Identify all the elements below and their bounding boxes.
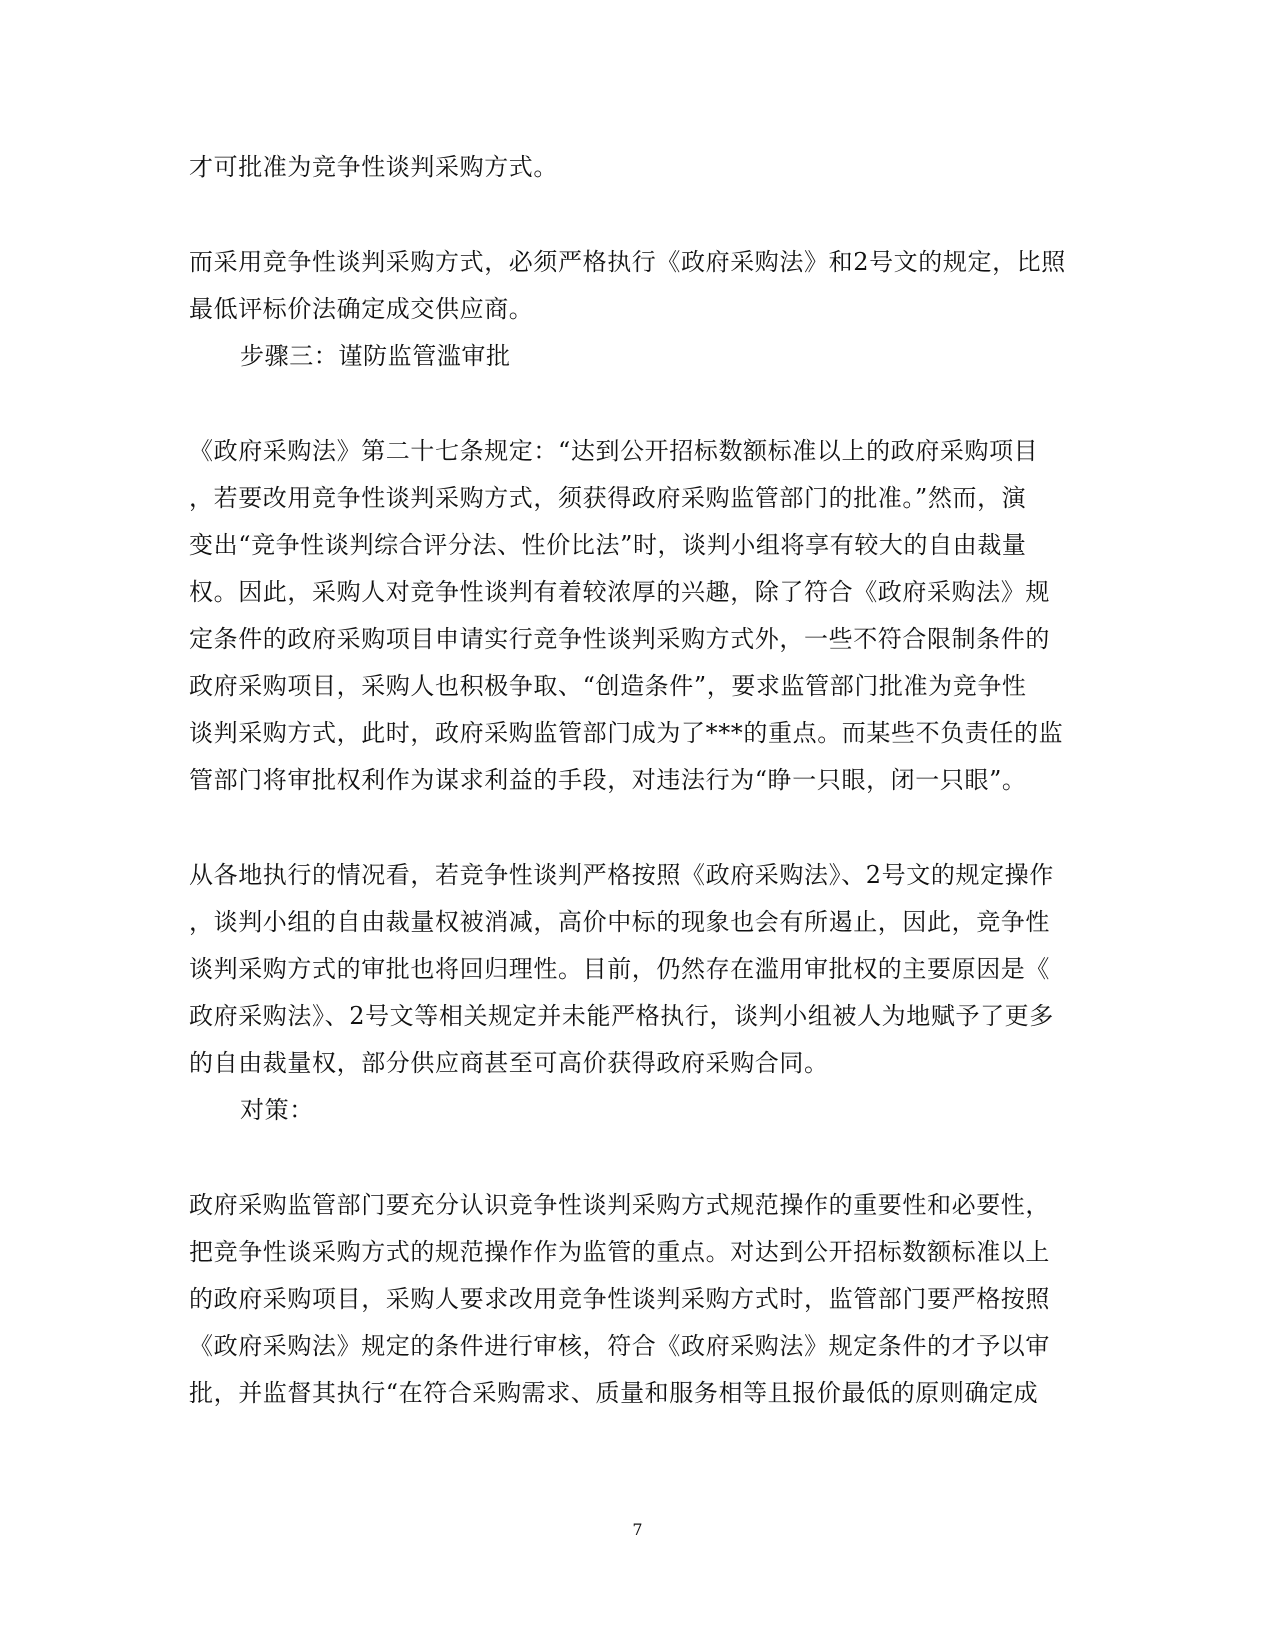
- text-line: 定条件的政府采购项目申请实行竞争性谈判采购方式外，一些不符合限制条件的: [189, 625, 1050, 653]
- text-line: 管部门将审批权利作为谋求利益的手段，对违法行为“睁一只眼，闭一只眼”。: [189, 766, 1027, 794]
- text-line: 谈判采购方式，此时，政府采购监管部门成为了***的重点。而某些不负责任的监: [189, 719, 1064, 747]
- text-line: 权。因此，采购人对竞争性谈判有着较浓厚的兴趣，除了符合《政府采购法》规: [189, 578, 1050, 606]
- text-line: 批，并监督其执行“在符合采购需求、质量和服务相等且报价最低的原则确定成: [189, 1379, 1039, 1407]
- text-line: 最低评标价法确定成交供应商。: [189, 295, 534, 323]
- text-line: 的政府采购项目，采购人要求改用竞争性谈判采购方式时，监管部门要严格按照: [189, 1285, 1050, 1313]
- text-line: 谈判采购方式的审批也将回归理性。目前，仍然存在滥用审批权的主要原因是《: [189, 955, 1050, 983]
- text-line: 从各地执行的情况看，若竞争性谈判严格按照《政府采购法》、2号文的规定操作: [189, 861, 1054, 889]
- text-line: 把竞争性谈采购方式的规范操作作为监管的重点。对达到公开招标数额标准以上: [189, 1238, 1050, 1266]
- text-line: 政府采购监管部门要充分认识竞争性谈判采购方式规范操作的重要性和必要性，: [189, 1191, 1050, 1219]
- text-line: 才可批准为竞争性谈判采购方式。: [189, 153, 558, 181]
- text-line: ，若要改用竞争性谈判采购方式，须获得政府采购监管部门的批准。”然而，演: [189, 484, 1027, 512]
- text-line: 政府采购项目，采购人也积极争取、“创造条件”，要求监管部门批准为竞争性: [189, 672, 1027, 700]
- text-line: 变出“竞争性谈判综合评分法、性价比法”时，谈判小组将享有较大的自由裁量: [189, 531, 1027, 559]
- text-line: 的自由裁量权，部分供应商甚至可高价获得政府采购合同。: [189, 1049, 829, 1077]
- text-line: ，谈判小组的自由裁量权被消减，高价中标的现象也会有所遏止，因此，竞争性: [189, 908, 1050, 936]
- text-line: 而采用竞争性谈判采购方式，必须严格执行《政府采购法》和2号文的规定，比照: [189, 248, 1066, 276]
- section-heading: 对策：: [240, 1096, 314, 1124]
- section-heading: 步骤三：谨防监管滥审批: [240, 342, 511, 370]
- text-line: 《政府采购法》第二十七条规定：“达到公开招标数额标准以上的政府采购项目: [189, 437, 1039, 465]
- text-line: 政府采购法》、2号文等相关规定并未能严格执行，谈判小组被人为地赋予了更多: [189, 1002, 1054, 1030]
- text-line: 《政府采购法》规定的条件进行审核，符合《政府采购法》规定条件的才予以审: [189, 1332, 1050, 1360]
- page-number: 7: [632, 1520, 643, 1539]
